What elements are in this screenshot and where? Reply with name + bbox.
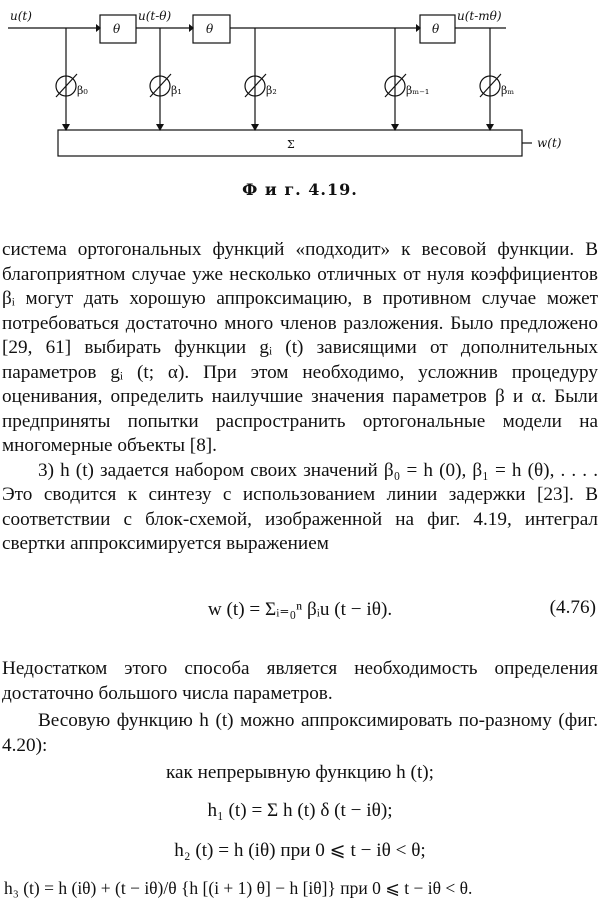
equation-4-76-number: (4.76) <box>549 597 596 618</box>
betam1-label: βₘ₋₁ <box>406 84 430 97</box>
equation-h2: h₂ (t) = h (iθ) при 0 ⩽ t − iθ < θ; <box>174 840 426 861</box>
equation-h1: h₁ (t) = Σ h (t) δ (t − iθ); <box>207 800 393 821</box>
delay-label-m: θ <box>432 22 440 36</box>
output-label: w(t) <box>537 136 562 150</box>
tap1-output-label: u(t-θ) <box>138 9 172 23</box>
paragraph-4: Весовую функцию h (t) можно аппроксимировать по-разному (фиг. 4.20): <box>2 710 598 756</box>
betam-label: βₘ <box>501 84 515 97</box>
paragraph-2: 3) h (t) задается набором своих значений β₀ = h (0), β₁ = h (θ), . . . . Это сводится к синтезу с использованием линии задержки [23]. В соответствии с блок-схемой, изображенной на фиг. 4.19, интеграл свертки аппроксимируется выражением <box>2 459 598 554</box>
sum-label: Σ <box>287 138 295 151</box>
delay-label-2: θ <box>206 22 214 36</box>
input-label: u(t) <box>10 9 32 23</box>
paragraph-1: система ортогональных функций «подходит» к весовой функции. В благоприятном случае уже несколько отличных от нуля коэффициентов βᵢ могут дать хорошую аппроксимацию, в противном случае может потребоваться достаточно много членов разложения. Было предложено [29, 61] выбирать функции gᵢ (t) зависящими от дополнительных параметров gᵢ (t; α). При этом необходимо, усложнив процедуру оценивания, определить наилучшие значения параметров β и α. Были предприняты попытки распространить ортогональные модели на многомерные объекты [8]. <box>2 239 598 456</box>
beta0-label: β₀ <box>77 84 88 97</box>
beta2-label: β₂ <box>266 84 277 97</box>
beta1-label: β₁ <box>171 84 182 97</box>
tapm-output-label: u(t-mθ) <box>457 9 502 23</box>
equation-4-76-body: w (t) = Σᵢ₌₀ⁿ βᵢu (t − iθ). <box>207 599 393 620</box>
delay-label-1: θ <box>113 22 121 36</box>
paragraph-3: Недостатком этого способа является необходимость определения достаточно большого числа параметров. <box>2 658 598 704</box>
line-continuous: как непрерывную функцию h (t); <box>165 762 434 783</box>
body-text <box>2 238 598 557</box>
figure-caption: Ф и г. 4.19. <box>242 180 358 199</box>
delay-line-block-diagram <box>0 0 600 172</box>
equation-h3: h₃ (t) = h (iθ) + (t − iθ)/θ {h [(i + 1) θ] − h [iθ]} при 0 ⩽ t − iθ < θ. <box>4 878 473 898</box>
